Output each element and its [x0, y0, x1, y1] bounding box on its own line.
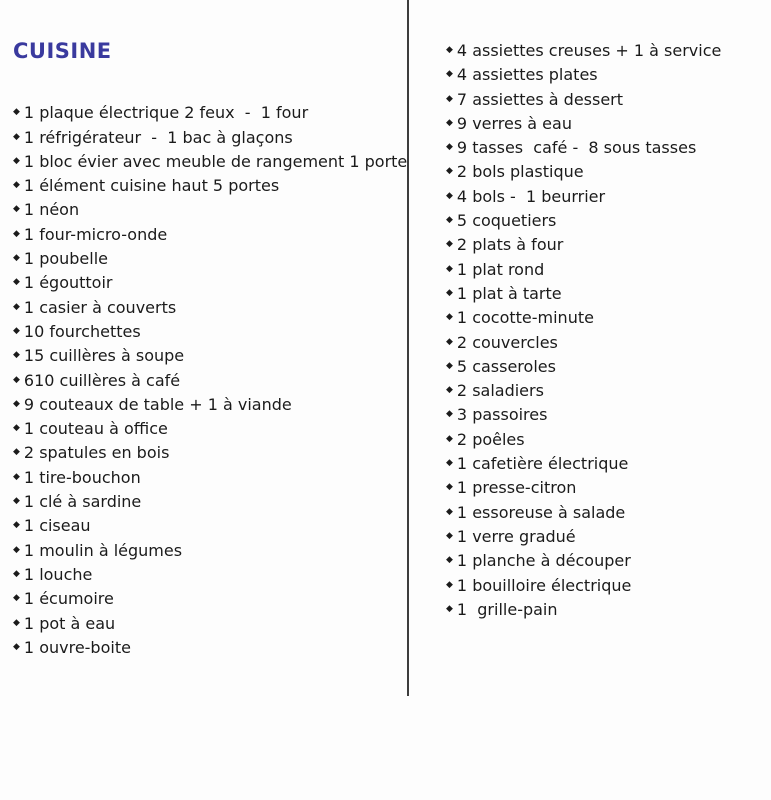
- diamond-bullet-icon: ◆: [446, 45, 453, 55]
- list-item-label: 2 poêles: [456, 429, 525, 449]
- list-item-label: 1 pot à eau: [23, 613, 116, 633]
- list-item-label: 9 verres à eau: [456, 113, 572, 133]
- diamond-bullet-icon: ◆: [13, 520, 20, 531]
- list-item: [13, 150, 408, 174]
- list-item: [13, 369, 405, 393]
- list-item-label: 1 tire-bouchon: [23, 467, 141, 487]
- diamond-bullet-icon: ◆: [13, 155, 20, 166]
- diamond-bullet-icon: ◆: [446, 555, 453, 566]
- diamond-bullet-icon: ◆: [446, 482, 453, 493]
- list-item: [13, 198, 405, 222]
- list-item: [13, 587, 405, 611]
- list-item-label: 1 essoreuse à salade: [456, 502, 626, 522]
- diamond-bullet-icon: ◆: [446, 579, 453, 590]
- right-column: [446, 1, 766, 660]
- list-item: [446, 452, 766, 476]
- list-item: [446, 209, 766, 233]
- left-item-list: [13, 101, 408, 660]
- list-item: [446, 428, 766, 452]
- list-item: [446, 112, 766, 136]
- list-item: [13, 223, 405, 247]
- list-item-label: 1 plaque électrique 2 feux - 1 four: [23, 103, 309, 123]
- diamond-bullet-icon: ◆: [13, 447, 20, 458]
- diamond-bullet-icon: ◆: [446, 93, 453, 104]
- diamond-bullet-icon: ◆: [13, 253, 20, 264]
- diamond-bullet-icon: ◆: [446, 263, 453, 274]
- list-item-label: 2 plats à four: [456, 235, 564, 255]
- list-item-label: 10 fourchettes: [23, 321, 141, 341]
- list-item: [446, 574, 766, 598]
- column-divider: [407, 0, 409, 696]
- diamond-bullet-icon: ◆: [446, 69, 453, 80]
- diamond-bullet-icon: ◆: [446, 117, 453, 128]
- list-item-label: 5 coquetiers: [456, 211, 557, 231]
- list-item: [13, 514, 405, 538]
- list-item: [446, 160, 766, 184]
- diamond-bullet-icon: ◆: [13, 593, 20, 604]
- list-item: [446, 258, 766, 282]
- list-item-label: 2 spatules en bois: [23, 443, 170, 463]
- list-item-label: 1 planche à découper: [456, 551, 631, 571]
- list-item: [13, 296, 405, 320]
- list-item: [446, 233, 766, 257]
- diamond-bullet-icon: ◆: [13, 617, 20, 628]
- list-item-label: 1 casier à couverts: [23, 297, 177, 317]
- diamond-bullet-icon: ◆: [13, 301, 20, 312]
- diamond-bullet-icon: ◆: [13, 544, 20, 555]
- list-item: [446, 403, 766, 427]
- list-item: [13, 563, 405, 587]
- list-item-label: 1 ouvre-boite: [23, 637, 131, 657]
- list-item: [446, 39, 766, 63]
- list-item: [13, 636, 405, 660]
- list-item-label: 1 grille-pain: [456, 599, 558, 619]
- list-item: [446, 306, 766, 330]
- diamond-bullet-icon: ◆: [446, 409, 453, 420]
- list-item: [13, 417, 405, 441]
- diamond-bullet-icon: ◆: [446, 603, 453, 614]
- list-item-label: 1 bouilloire électrique: [456, 575, 632, 595]
- diamond-bullet-icon: ◆: [13, 374, 20, 385]
- list-item: [13, 271, 405, 295]
- diamond-bullet-icon: ◆: [13, 423, 20, 434]
- list-item: [446, 88, 766, 112]
- page-title: CUISINE: [13, 39, 112, 63]
- list-item: [446, 598, 766, 622]
- list-item-label: 1 cafetière électrique: [456, 454, 629, 474]
- list-item-label: 5 casseroles: [456, 356, 556, 376]
- list-item-label: 1 plat à tarte: [456, 283, 562, 303]
- diamond-bullet-icon: ◆: [13, 568, 20, 579]
- diamond-bullet-icon: ◆: [13, 228, 20, 239]
- list-item-label: 1 verre gradué: [456, 526, 576, 546]
- list-item-label: 1 moulin à légumes: [23, 540, 183, 560]
- list-item: [13, 126, 405, 150]
- list-item: [446, 282, 766, 306]
- diamond-bullet-icon: ◆: [446, 506, 453, 517]
- list-item: [446, 525, 766, 549]
- diamond-bullet-icon: ◆: [446, 360, 453, 371]
- list-item: [446, 185, 766, 209]
- diamond-bullet-icon: ◆: [446, 385, 453, 396]
- list-item: [13, 320, 405, 344]
- list-item-label: 1 presse-citron: [456, 478, 577, 498]
- list-item: [446, 476, 766, 500]
- list-item-label: 2 saladiers: [456, 381, 544, 401]
- list-item: [446, 355, 766, 379]
- list-item: [13, 539, 405, 563]
- diamond-bullet-icon: ◆: [446, 336, 453, 347]
- diamond-bullet-icon: ◆: [446, 312, 453, 323]
- list-item: [446, 379, 766, 403]
- list-item-label: 4 assiettes plates: [456, 65, 598, 85]
- list-item: [446, 136, 766, 160]
- diamond-bullet-icon: ◆: [446, 142, 453, 153]
- list-item-label: 1 écumoire: [23, 589, 114, 609]
- list-item-label: 1 couteau à office: [23, 419, 168, 439]
- list-item-label: 9 couteaux de table + 1 à viande: [23, 394, 292, 414]
- list-item-label: 1 ciseau: [23, 516, 91, 536]
- list-item: [446, 63, 766, 87]
- diamond-bullet-icon: ◆: [13, 180, 20, 191]
- list-item: [13, 247, 405, 271]
- list-item-label: 1 clé à sardine: [23, 492, 142, 512]
- diamond-bullet-icon: ◆: [13, 350, 20, 361]
- list-item-label: 1 élément cuisine haut 5 portes: [23, 176, 280, 196]
- list-item-label: 2 couvercles: [456, 332, 558, 352]
- left-column: [13, 1, 408, 698]
- list-item-label: 4 assiettes creuses + 1 à service: [456, 41, 722, 60]
- list-item-label: 1 bloc évier avec meuble de rangement 1 porte: [23, 151, 408, 171]
- list-item: [13, 490, 405, 514]
- list-item-label: 1 plat rond: [456, 259, 545, 279]
- list-item: [13, 174, 405, 198]
- list-item-label: 9 tasses café - 8 sous tasses: [456, 138, 697, 158]
- diamond-bullet-icon: ◆: [13, 398, 20, 409]
- list-item: [446, 549, 766, 573]
- diamond-bullet-icon: ◆: [446, 433, 453, 444]
- list-item: [13, 441, 405, 465]
- diamond-bullet-icon: ◆: [446, 530, 453, 541]
- list-item: [446, 331, 766, 355]
- list-item-label: 7 assiettes à dessert: [456, 89, 624, 109]
- list-item-label: 1 four-micro-onde: [23, 224, 168, 244]
- diamond-bullet-icon: ◆: [13, 277, 20, 288]
- list-item: [446, 501, 766, 525]
- list-item: [13, 101, 405, 125]
- list-item-label: 1 poubelle: [23, 249, 109, 269]
- diamond-bullet-icon: ◆: [13, 496, 20, 507]
- diamond-bullet-icon: ◆: [13, 641, 20, 652]
- right-item-list: [446, 39, 766, 622]
- list-item-label: 2 bols plastique: [456, 162, 584, 182]
- list-item-label: 1 réfrigérateur - 1 bac à glaçons: [23, 127, 293, 147]
- diamond-bullet-icon: ◆: [13, 204, 20, 215]
- diamond-bullet-icon: ◆: [446, 166, 453, 177]
- list-item-label: 15 cuillères à soupe: [23, 346, 185, 366]
- list-item: [13, 344, 405, 368]
- diamond-bullet-icon: ◆: [13, 107, 20, 118]
- list-item-label: 3 passoires: [456, 405, 548, 425]
- diamond-bullet-icon: ◆: [446, 215, 453, 226]
- diamond-bullet-icon: ◆: [446, 190, 453, 201]
- list-item-label: 1 égouttoir: [23, 273, 113, 293]
- list-item: [13, 466, 405, 490]
- list-item: [13, 393, 405, 417]
- list-item-label: 1 louche: [23, 564, 93, 584]
- diamond-bullet-icon: ◆: [13, 325, 20, 336]
- diamond-bullet-icon: ◆: [13, 131, 20, 142]
- list-item-label: 1 cocotte-minute: [456, 308, 594, 328]
- list-item-label: 1 néon: [23, 200, 80, 220]
- diamond-bullet-icon: ◆: [446, 458, 453, 469]
- diamond-bullet-icon: ◆: [446, 239, 453, 250]
- list-item-label: 610 cuillères à café: [23, 370, 181, 390]
- diamond-bullet-icon: ◆: [446, 287, 453, 298]
- list-item-label: 4 bols - 1 beurrier: [456, 186, 606, 206]
- diamond-bullet-icon: ◆: [13, 471, 20, 482]
- list-item: [13, 612, 405, 636]
